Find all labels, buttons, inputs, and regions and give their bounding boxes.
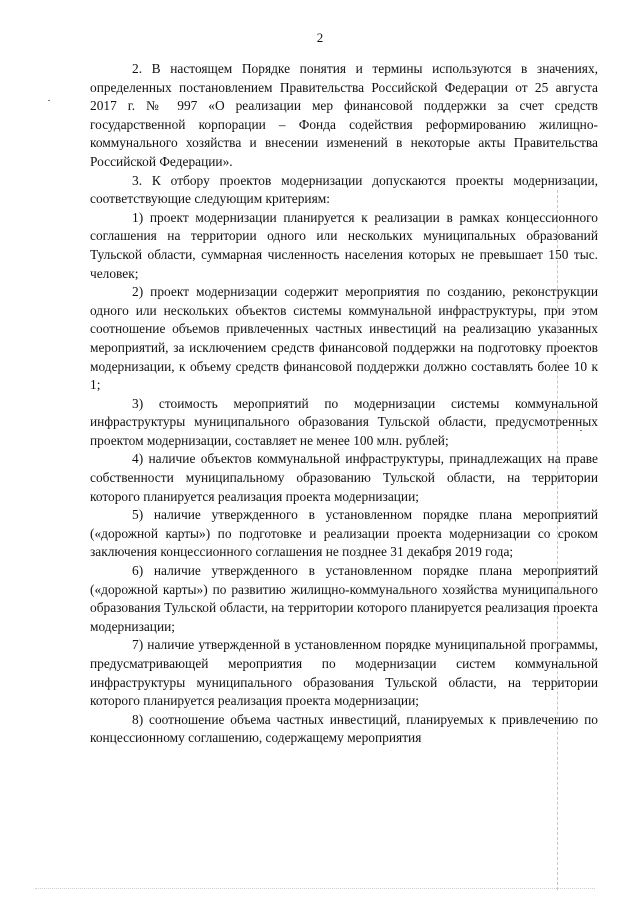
- paragraph-2-terms: 2. В настоящем Порядке понятия и термины используются в значениях, определенных постановлением Правительства Российской Федерации от 25 августа 2017 г. № 997 «О реализации мер финансовой поддержки за счет средств государственной корпорации – Фонда содействия реформированию жилищно-коммунального хозяйства и внесении изменений в некоторые акты Правительства Российской Федерации».: [90, 61, 598, 169]
- paragraph-3-selection-criteria: 3. К отбору проектов модернизации допускаются проекты модернизации, соответствующие следующим критериям:: [90, 172, 598, 207]
- criterion-5: 5) наличие утвержденного в установленном порядке плана мероприятий («дорожной карты») по подготовке и реализации проекта модернизации со сроком заключения концессионного соглашения не позднее 31 декабря 2019 года;: [90, 507, 598, 560]
- criterion-8: 8) соотношение объема частных инвестиций, планируемых к привлечению по концессионному соглашению, содержащему мероприятия: [90, 711, 598, 746]
- criterion-1: 1) проект модернизации планируется к реализации в рамках концессионного соглашения на территории одного или нескольких муниципальных образований Тульской области, суммарная численность населения которых не превышает 150 тыс. человек;: [90, 209, 598, 281]
- scan-speck: [580, 430, 582, 431]
- scan-artifact-dots: [35, 888, 595, 890]
- scan-artifact-line: [557, 190, 558, 890]
- criterion-2: 2) проект модернизации содержит мероприятия по созданию, реконструкции одного или нескольких объектов системы коммунальной инфраструктуры, при этом соотношение объемов привлеченных частных инвестиций на реализацию указанных мероприятий, за исключением средств финансовой поддержки на подготовку проектов модернизации, к объему средств финансовой поддержки должно составлять более 10 к 1;: [90, 284, 598, 393]
- criterion-3: 3) стоимость мероприятий по модернизации системы коммунальной инфраструктуры муниципального образования Тульской области, предусмотренных проектом модернизации, составляет не менее 100 млн. рублей;: [90, 395, 598, 448]
- scan-speck: [48, 100, 50, 101]
- page-number: 2: [316, 30, 324, 45]
- document-body: [90, 60, 598, 748]
- criterion-6: 6) наличие утвержденного в установленном порядке плана мероприятий («дорожной карты») по развитию жилищно-коммунального хозяйства муниципального образования Тульской области, на территории которого планируется реализация проекта модернизации;: [90, 563, 598, 634]
- criterion-7: 7) наличие утвержденной в установленном порядке муниципальной программы, предусматривающей мероприятия по модернизации систем коммунальной инфраструктуры муниципального образования Тульской области, на территории которого планируется реализация проекта модернизации;: [90, 637, 598, 709]
- criterion-4: 4) наличие объектов коммунальной инфраструктуры, принадлежащих на праве собственности муниципальному образованию Тульской области, на территории которого планируется реализация проекта модернизации;: [90, 451, 598, 504]
